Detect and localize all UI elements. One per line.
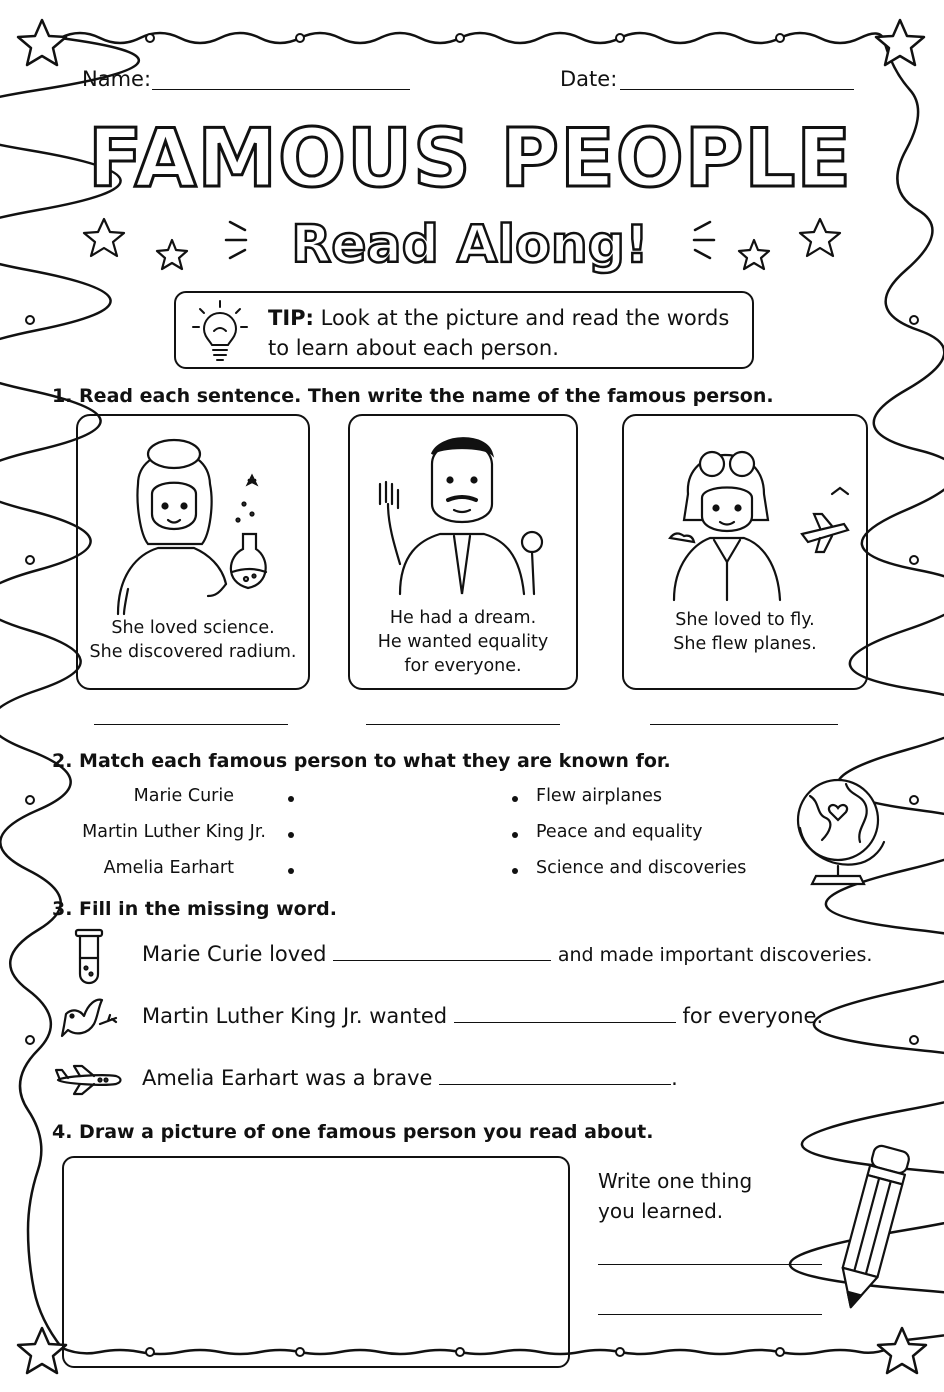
fill-3-blank[interactable]	[439, 1066, 671, 1085]
match-thing-3: Science and discoveries	[536, 858, 747, 878]
question-1-prompt: 1. Read each sentence. Then write the name of the famous person.	[52, 385, 774, 407]
date-label: Date:	[560, 67, 618, 91]
match-dot-left-1[interactable]	[288, 796, 294, 802]
answer-line-3[interactable]	[650, 724, 838, 725]
fill-1-after: and made important discoveries.	[557, 944, 873, 966]
match-person-3: Amelia Earhart	[103, 858, 234, 878]
card-1-line-2: She discovered radium.	[89, 642, 297, 662]
card-2-line-1: He had a dream.	[389, 608, 537, 628]
match-person-1: Marie Curie	[133, 786, 234, 806]
pencil-icon	[834, 1140, 910, 1316]
fill-3-before: Amelia Earhart was a brave	[142, 1066, 433, 1090]
name-label: Name:	[82, 67, 152, 91]
match-dot-right-1[interactable]	[512, 796, 518, 802]
tip-line-2: to learn about each person.	[268, 336, 559, 360]
page-subtitle: Read Along!	[291, 215, 649, 275]
scientist-woman-icon	[98, 424, 298, 614]
fill-1-before: Marie Curie loved	[142, 942, 327, 966]
fill-1-blank[interactable]	[333, 942, 551, 961]
card-martin-luther-king	[348, 414, 578, 690]
card-amelia-earhart	[622, 414, 868, 690]
match-dot-left-2[interactable]	[288, 832, 294, 838]
fill-2-blank[interactable]	[454, 1004, 676, 1023]
fill-2-before: Martin Luther King Jr. wanted	[142, 1004, 448, 1028]
page-title: FAMOUS PEOPLE	[88, 112, 852, 205]
fill-row-1	[142, 942, 872, 966]
title-banner	[0, 0, 944, 290]
card-1-line-1: She loved science.	[111, 618, 275, 638]
globe-icon	[786, 768, 896, 892]
learn-line-2: you learned.	[598, 1199, 724, 1223]
match-thing-1: Flew airplanes	[536, 786, 663, 806]
fill-row-3	[142, 1066, 678, 1090]
tip-box	[174, 291, 754, 369]
learn-answer-line-1[interactable]	[598, 1264, 822, 1265]
tip-label: TIP:	[268, 306, 314, 330]
dove-icon	[58, 994, 122, 1042]
learn-answer-line-2[interactable]	[598, 1314, 822, 1315]
fill-2-after: for everyone.	[682, 1004, 824, 1028]
learn-line-1: Write one thing	[598, 1169, 753, 1193]
lightbulb-icon	[190, 299, 250, 363]
speaker-man-icon	[370, 424, 560, 594]
question-3-prompt: 3. Fill in the missing word.	[52, 898, 337, 920]
fill-row-2	[142, 1004, 823, 1028]
match-person-2: Martin Luther King Jr.	[82, 822, 266, 842]
match-dot-left-3[interactable]	[288, 868, 294, 874]
match-thing-2: Peace and equality	[536, 822, 703, 842]
drawing-area[interactable]	[62, 1156, 570, 1368]
card-3-line-2: She flew planes.	[673, 634, 817, 654]
answer-line-2[interactable]	[366, 724, 560, 725]
answer-line-1[interactable]	[94, 724, 288, 725]
test-tube-icon	[72, 928, 106, 990]
card-3-line-1: She loved to fly.	[675, 610, 815, 630]
airplane-icon	[54, 1062, 124, 1098]
tip-line-1: Look at the picture and read the words	[320, 306, 730, 330]
card-2-line-3: for everyone.	[404, 656, 522, 676]
learn-prompt	[598, 1166, 778, 1226]
question-2-prompt: 2. Match each famous person to what they are known for.	[52, 750, 671, 772]
card-2-line-2: He wanted equality	[377, 632, 549, 652]
tip-text	[268, 303, 748, 363]
question-4-prompt: 4. Draw a picture of one famous person you read about.	[52, 1121, 654, 1143]
match-dot-right-3[interactable]	[512, 868, 518, 874]
match-dot-right-2[interactable]	[512, 832, 518, 838]
pilot-woman-icon	[644, 424, 854, 604]
fill-3-after: .	[671, 1066, 678, 1090]
card-marie-curie	[76, 414, 310, 690]
